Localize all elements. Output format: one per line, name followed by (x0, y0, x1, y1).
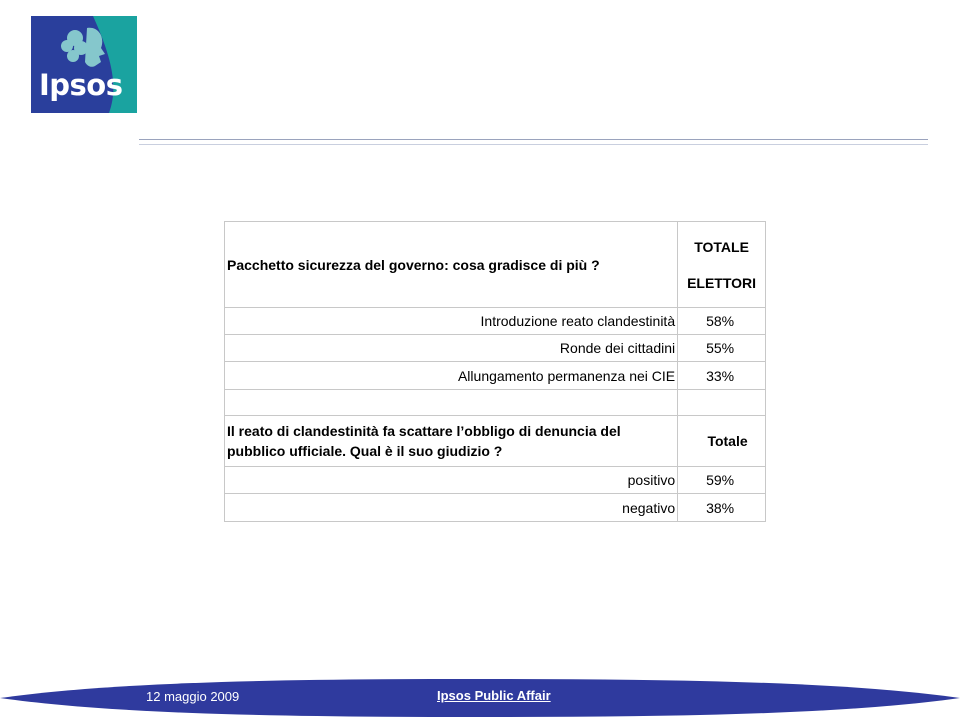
column-header-line-2: ELETTORI (687, 274, 757, 291)
row-label: Introduzione reato clandestinità (225, 308, 678, 335)
empty-cell (678, 390, 766, 416)
footer-brand: Ipsos Public Affair (437, 688, 551, 703)
table-row (225, 494, 766, 522)
row-label: positivo (225, 467, 678, 494)
row-value: 59% (678, 467, 766, 494)
table-header-row-2 (225, 416, 766, 467)
table-row (225, 467, 766, 494)
row-value: 55% (678, 335, 766, 362)
table-row (225, 362, 766, 390)
logo-wordmark: Ipsos (39, 68, 123, 102)
table-spacer-row (225, 390, 766, 416)
survey-results-table (224, 221, 766, 522)
table-header-row-1 (225, 222, 766, 308)
row-label: Allungamento permanenza nei CIE (225, 362, 678, 390)
ipsos-logo (31, 16, 137, 113)
row-value: 33% (678, 362, 766, 390)
table-row (225, 335, 766, 362)
question-1: Pacchetto sicurezza del governo: cosa gradisce di più ? (225, 222, 678, 308)
row-value: 38% (678, 494, 766, 522)
column-header-line-1: TOTALE (694, 238, 749, 255)
table-row (225, 308, 766, 335)
row-label: Ronde dei cittadini (225, 335, 678, 362)
question-2: Il reato di clandestinità fa scattare l’obbligo di denuncia del pubblico ufficiale. Qual è il suo giudizio ? (225, 416, 678, 467)
header-divider (139, 139, 928, 145)
row-label: negativo (225, 494, 678, 522)
column-header-totale: Totale (678, 416, 766, 467)
column-header-totale-elettori (678, 222, 766, 308)
empty-cell (225, 390, 678, 416)
row-value: 58% (678, 308, 766, 335)
footer-date: 12 maggio 2009 (146, 689, 240, 704)
footer-band (0, 679, 960, 717)
